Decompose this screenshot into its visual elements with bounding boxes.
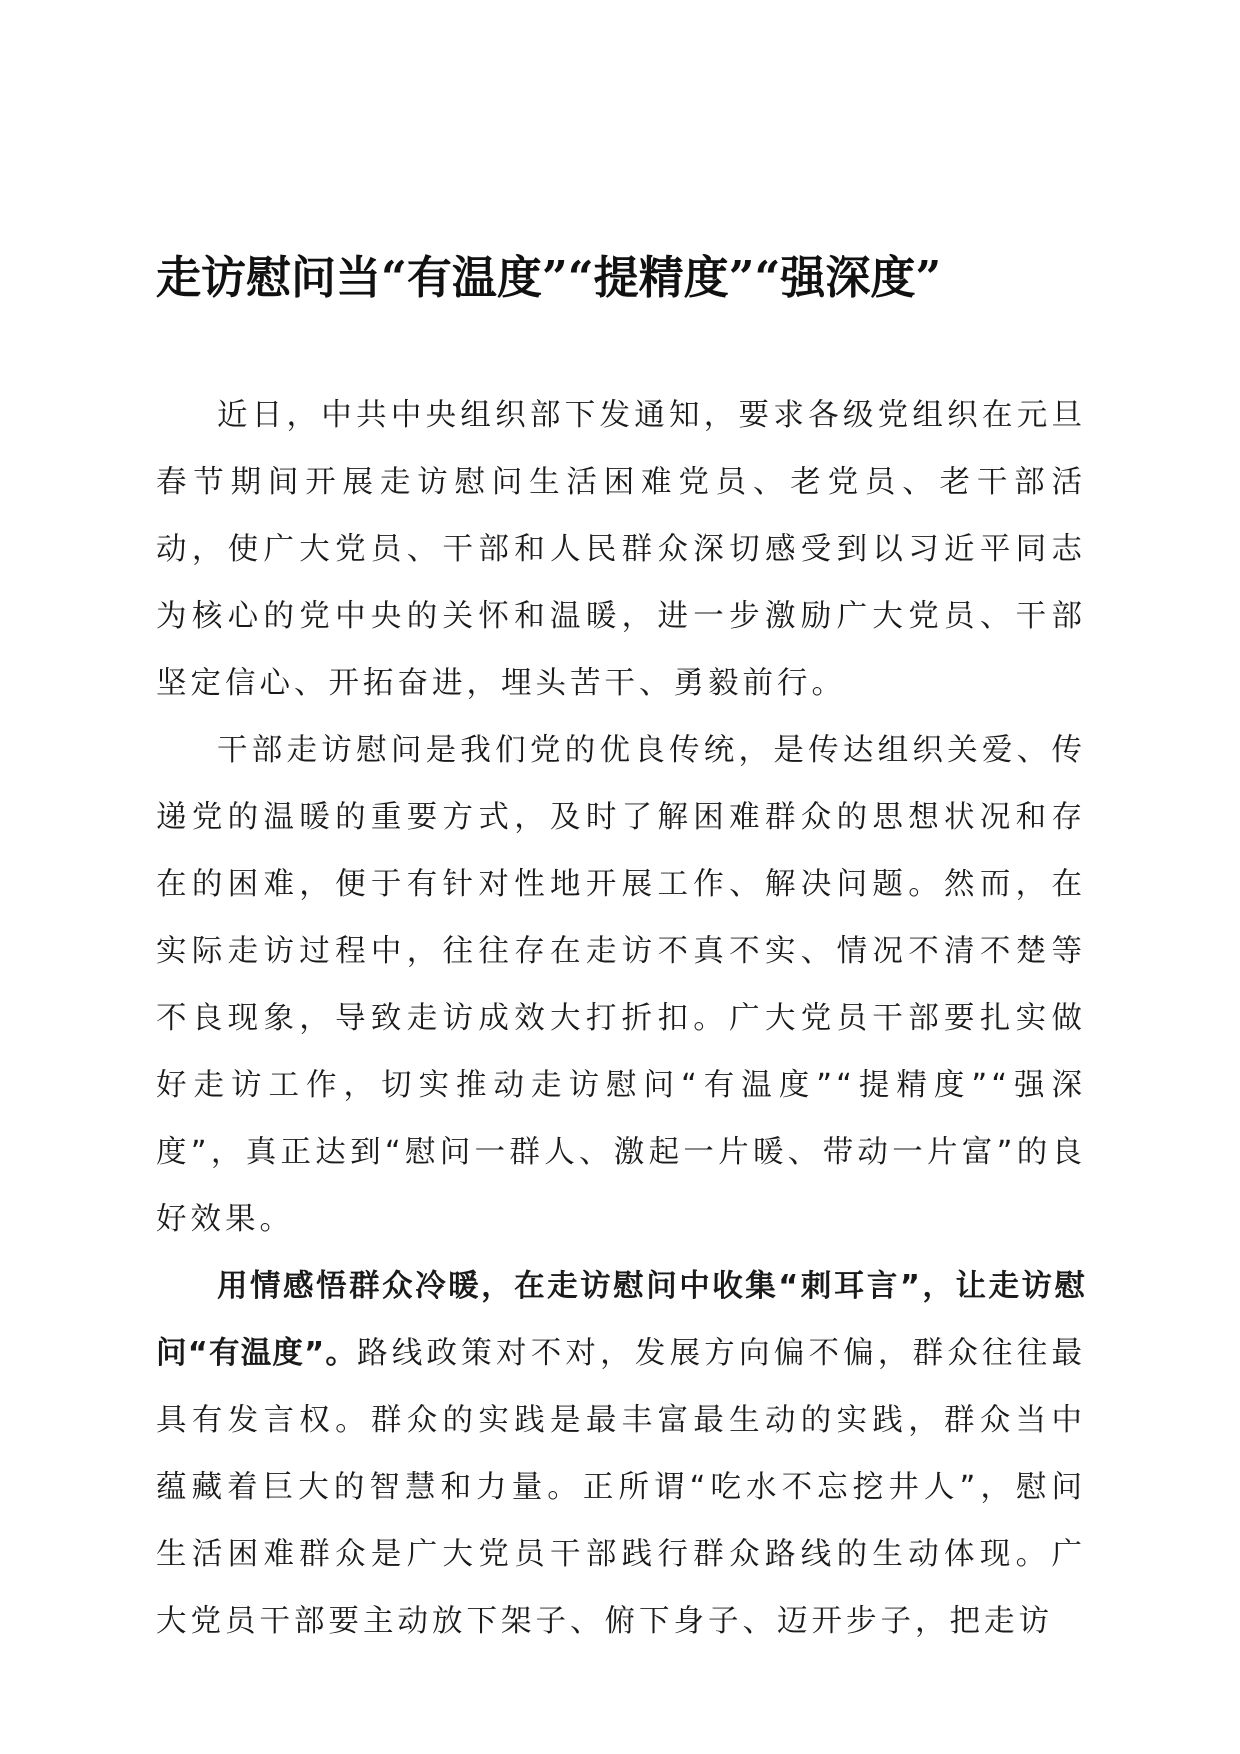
article-title: 走访慰问当“有温度”“提精度”“强深度”	[156, 251, 942, 304]
paragraph-lead-heading: 用情感悟群众冷暖，在走访慰问中收集“刺耳言”，让走访慰问“有温度”。	[156, 1269, 1086, 1371]
paragraph-warmth	[156, 1253, 1086, 1655]
paragraph-background	[156, 717, 1086, 1253]
article-body	[156, 382, 1086, 1655]
paragraph-text: 近日，中共中央组织部下发通知，要求各级党组织在元旦春节期间开展走访慰问生活困难党员、老党员、老干部活动，使广大党员、干部和人民群众深切感受到以习近平同志为核心的党中央的关怀和温暖，进一步激励广大党员、干部坚定信心、开拓奋进，埋头苦干、勇毅前行。	[156, 398, 1086, 701]
paragraph-intro	[156, 382, 1086, 717]
paragraph-text: 干部走访慰问是我们党的优良传统，是传达组织关爱、传递党的温暖的重要方式，及时了解困难群众的思想状况和存在的困难，便于有针对性地开展工作、解决问题。然而，在实际走访过程中，往往存在走访不真不实、情况不清不楚等不良现象，导致走访成效大打折扣。广大党员干部要扎实做好走访工作，切实推动走访慰问“有温度”“提精度”“强深度”，真正达到“慰问一群人、激起一片暖、带动一片富”的良好效果。	[156, 733, 1086, 1237]
paragraph-text: 路线政策对不对，发展方向偏不偏，群众往往最具有发言权。群众的实践是最丰富最生动的实践，群众当中蕴藏着巨大的智慧和力量。正所谓“吃水不忘挖井人”，慰问生活困难群众是广大党员干部践行群众路线的生动体现。广大党员干部要主动放下架子、俯下身子、迈开步子，把走访	[156, 1336, 1086, 1639]
